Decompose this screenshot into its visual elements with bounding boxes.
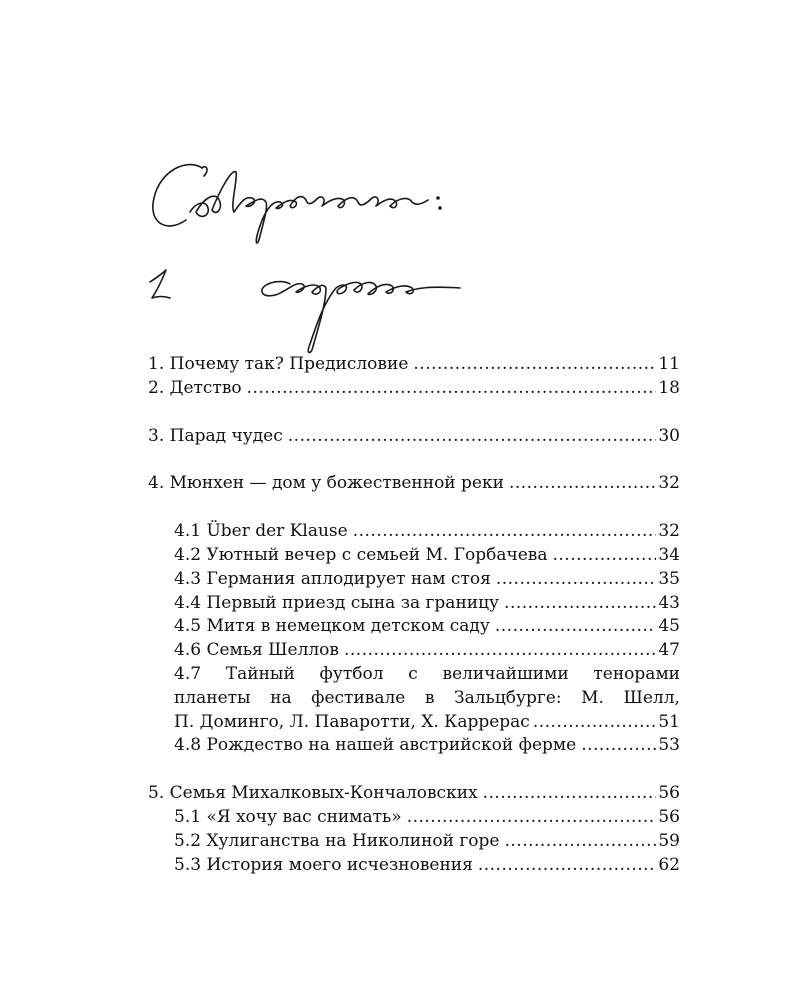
toc-entry-title: 5.3 История моего исчезновения bbox=[174, 854, 473, 875]
toc-entry-page: 35 bbox=[658, 568, 680, 589]
dot-leader bbox=[344, 639, 656, 663]
toc-heading bbox=[140, 150, 480, 250]
toc-subentry[interactable] bbox=[148, 592, 680, 616]
toc-entry-page: 32 bbox=[658, 473, 680, 494]
word: с bbox=[408, 663, 418, 684]
toc-entry[interactable] bbox=[148, 353, 680, 377]
word: Зальцбурге: bbox=[454, 687, 562, 708]
dot-leader bbox=[247, 377, 657, 401]
word: в bbox=[424, 687, 435, 708]
word: фестивале bbox=[311, 687, 406, 708]
toc-entry-title: 4.1 Über der Klause bbox=[174, 521, 348, 542]
toc-entry[interactable] bbox=[148, 377, 680, 401]
spacer bbox=[148, 496, 680, 520]
toc-entry-page: 34 bbox=[658, 544, 680, 565]
dot-leader bbox=[504, 830, 656, 854]
dot-leader bbox=[504, 592, 656, 616]
toc-entry-page: 45 bbox=[658, 616, 680, 637]
spacer bbox=[148, 448, 680, 472]
word: футбол bbox=[319, 663, 384, 684]
handwritten-heading-graphic bbox=[140, 150, 480, 250]
toc-entry-page: 30 bbox=[658, 425, 680, 446]
word: 4.7 bbox=[174, 663, 202, 684]
toc-subentry-multiline[interactable] bbox=[148, 663, 680, 734]
dot-leader bbox=[495, 615, 657, 639]
dot-leader bbox=[533, 711, 657, 735]
dot-leader bbox=[288, 425, 657, 449]
dot-leader bbox=[496, 568, 657, 592]
spacer bbox=[148, 401, 680, 425]
toc-entry-page: 43 bbox=[658, 592, 680, 613]
toc-entry-title-line bbox=[174, 663, 680, 687]
toc-entry-title: 4.2 Уютный вечер с семьей М. Горбачева bbox=[174, 544, 548, 565]
toc-entry-page: 56 bbox=[658, 783, 680, 804]
toc-entry[interactable] bbox=[148, 782, 680, 806]
dot-leader bbox=[553, 544, 657, 568]
toc-entry-title: 4.6 Семья Шеллов bbox=[174, 640, 339, 661]
word: М. bbox=[581, 687, 604, 708]
toc-entry-page: 32 bbox=[658, 521, 680, 542]
toc-subentry[interactable] bbox=[148, 544, 680, 568]
word: Шелл, bbox=[623, 687, 680, 708]
word: Тайный bbox=[225, 663, 295, 684]
toc-entry[interactable] bbox=[148, 425, 680, 449]
dot-leader bbox=[353, 520, 657, 544]
toc-subentry[interactable] bbox=[148, 520, 680, 544]
toc-entry-page: 51 bbox=[658, 711, 680, 732]
dot-leader bbox=[413, 353, 656, 377]
toc-subentry[interactable] bbox=[148, 568, 680, 592]
handwritten-series-graphic bbox=[140, 262, 500, 357]
toc-entry-title-last-line bbox=[174, 711, 680, 735]
toc-entry-title: 3. Парад чудес bbox=[148, 425, 283, 446]
toc-entry-page: 62 bbox=[658, 854, 680, 875]
dot-leader bbox=[407, 806, 657, 830]
toc-entry-title: 1. Почему так? Предисловие bbox=[148, 354, 409, 374]
toc-entry-title: 5.1 «Я хочу вас снимать» bbox=[174, 806, 402, 827]
toc-entry-title: 4.5 Митя в немецком детском саду bbox=[174, 616, 490, 637]
toc-subentry[interactable] bbox=[148, 734, 680, 758]
toc-entry-page: 59 bbox=[658, 830, 680, 851]
toc-entry-title-line bbox=[174, 687, 680, 711]
toc-subentry[interactable] bbox=[148, 615, 680, 639]
toc-entry-title-line: П. Доминго, Л. Паваротти, Х. Каррерас bbox=[174, 711, 530, 732]
dot-leader bbox=[509, 472, 656, 496]
toc-entry-page: 53 bbox=[658, 735, 680, 756]
toc-entry-title: 2. Детство bbox=[148, 377, 242, 398]
series-heading bbox=[140, 262, 500, 357]
toc-entry-page: 56 bbox=[658, 806, 680, 827]
toc-entry-page: 47 bbox=[658, 640, 680, 661]
word: планеты bbox=[174, 687, 251, 708]
spacer bbox=[148, 758, 680, 782]
word: величайшими bbox=[442, 663, 569, 684]
toc-entry-title: 4.3 Германия аплодирует нам стоя bbox=[174, 568, 491, 589]
toc-entry-title: 5. Семья Михалковых-Кончаловских bbox=[148, 783, 478, 804]
toc-subentry[interactable] bbox=[148, 830, 680, 854]
toc-entry-title: 4. Мюнхен — дом у божественной реки bbox=[148, 473, 504, 494]
dot-leader bbox=[581, 734, 656, 758]
word: тенорами bbox=[593, 663, 680, 684]
dot-leader bbox=[483, 782, 657, 806]
toc-subentry[interactable] bbox=[148, 854, 680, 878]
toc-entry[interactable] bbox=[148, 472, 680, 496]
table-of-contents bbox=[148, 353, 680, 877]
toc-subentry[interactable] bbox=[148, 639, 680, 663]
toc-entry-title: 4.8 Рождество на нашей австрийской ферме bbox=[174, 735, 577, 756]
toc-entry-page: 18 bbox=[658, 377, 680, 398]
toc-entry-title: 4.4 Первый приезд сына за границу bbox=[174, 592, 500, 613]
toc-entry-page: 11 bbox=[658, 354, 680, 374]
dot-leader bbox=[478, 854, 657, 878]
toc-entry-title: 5.2 Хулиганства на Николиной горе bbox=[174, 830, 500, 851]
toc-subentry[interactable] bbox=[148, 806, 680, 830]
word: на bbox=[270, 687, 292, 708]
